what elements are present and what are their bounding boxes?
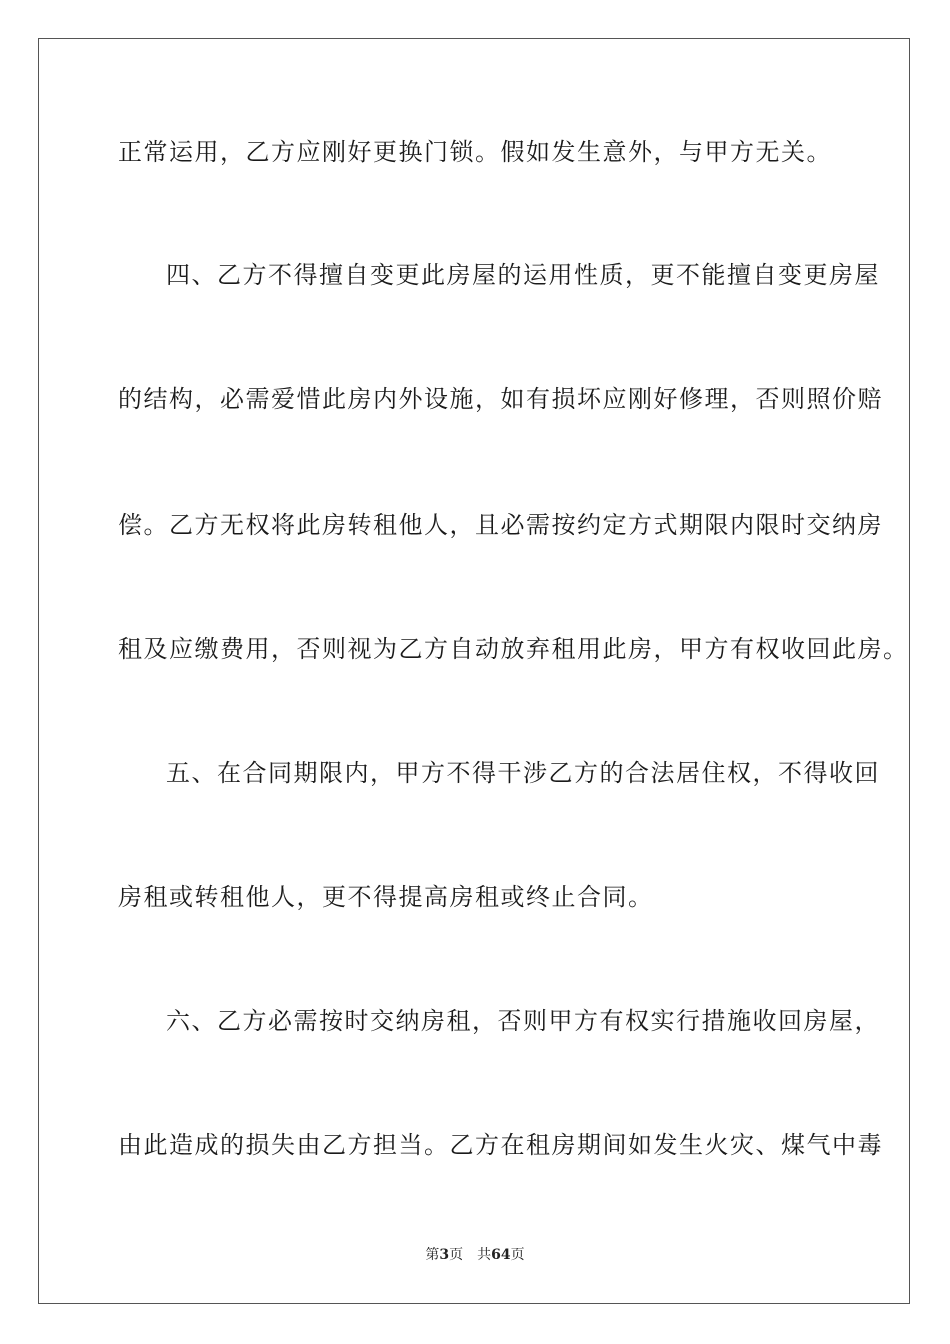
text-line-7: 房租或转租他人，更不得提高房租或终止合同。 [118, 883, 654, 911]
text-line-3: 的结构，必需爱惜此房内外设施，如有损坏应刚好修理，否则照价赔 [118, 385, 883, 413]
text-line-6: 五、在合同期限内，甲方不得干涉乙方的合法居住权，不得收回 [166, 759, 880, 787]
total-pages: 64 [491, 1247, 511, 1263]
text-line-1: 正常运用，乙方应刚好更换门锁。假如发生意外，与甲方无关。 [118, 138, 832, 166]
total-label-suffix: 页 [510, 1247, 525, 1263]
page-number: 3 [439, 1247, 450, 1263]
total-label-prefix: 共 [477, 1247, 492, 1263]
text-line-2: 四、乙方不得擅自变更此房屋的运用性质，更不能擅自变更房屋 [166, 261, 880, 289]
text-line-8: 六、乙方必需按时交纳房租，否则甲方有权实行措施收回房屋， [166, 1007, 880, 1035]
page-label-prefix: 第 [425, 1247, 440, 1263]
text-line-5: 租及应缴费用，否则视为乙方自动放弃租用此房，甲方有权收回此房。 [118, 635, 909, 663]
text-line-4: 偿。乙方无权将此房转租他人，且必需按约定方式期限内限时交纳房 [118, 511, 883, 539]
page-footer [0, 1245, 950, 1265]
page-label-suffix: 页 [449, 1247, 464, 1263]
page-border [38, 38, 910, 1304]
text-line-9: 由此造成的损失由乙方担当。乙方在租房期间如发生火灾、煤气中毒 [118, 1131, 883, 1159]
